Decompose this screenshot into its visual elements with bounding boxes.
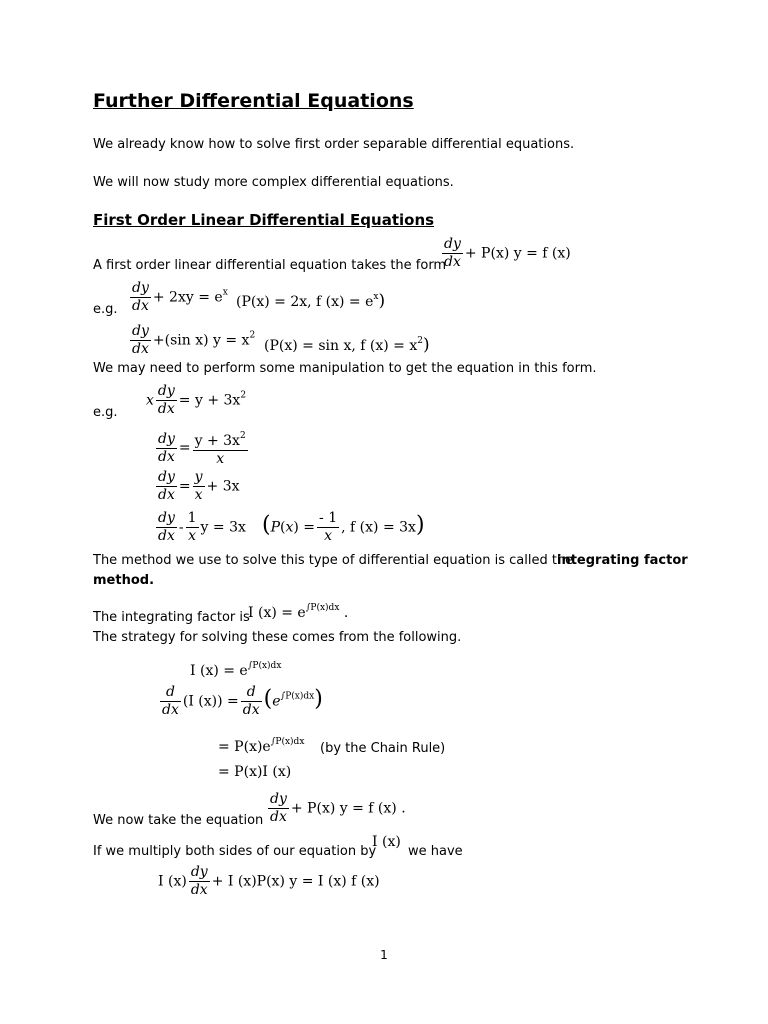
intro-line-1: We already know how to solve first order separable differential equations.: [93, 137, 575, 152]
manip-step-1: x $\frac{dy}{dx}$ = $y + 3x^2$: [146, 383, 247, 417]
manip-step-3: $\frac{dy}{dx}$ = $\frac{y}{x}$ + 3x: [158, 469, 240, 503]
manip-step-4-pf: (P(x) = $\frac{- 1}{x}$ , f (x) = 3x): [262, 510, 425, 544]
example-1-pf: (P(x) = 2x, f $(x) = e^x$): [236, 291, 386, 311]
derivation-deriv: $\frac{d}{dx}$ (I (x)) = $\frac{d}{dx}$ $(e^{\int P(x)dx})$: [162, 684, 323, 718]
take-equation-expr: $\frac{dy}{dx}$ + P(x) y = f (x) .: [270, 791, 406, 825]
manip-step-4: $\frac{dy}{dx}$ - $\frac{1}{x}$ y = 3x: [158, 510, 246, 544]
manip-step-2: $\frac{dy}{dx}$ = $\frac{y + 3x^2}{x}$: [154, 428, 250, 468]
example-1-equation: $\frac{dy}{dx}$ + $2xy = e^x$: [132, 280, 228, 314]
derivation-chain: = $P(x)e^{\int P(x)dx}$: [218, 737, 305, 755]
dy-dx-fraction: $\frac{dy}{dx}$: [444, 236, 461, 270]
example-2-equation: $\frac{dy}{dx}$ +(sin x) $y = x^2$: [132, 323, 256, 357]
if-lead: The integrating factor is: [93, 610, 250, 625]
method-bold-1: integrating factor: [557, 553, 688, 568]
multiply-text: If we multiply both sides of our equation by: [93, 844, 377, 859]
derivation-final: = P(x)I (x): [218, 764, 292, 780]
section-heading: First Order Linear Differential Equations: [93, 211, 435, 229]
standard-form-equation: $\frac{dy}{dx}$ + P(x) y = f (x): [444, 236, 571, 270]
we-have-text: we have: [408, 844, 463, 859]
eg-label-2: e.g.: [93, 405, 118, 420]
derivation-if: I $(x) = e^{\int P(x)dx}$: [190, 661, 282, 679]
method-bold-2: method.: [93, 573, 155, 588]
intro-line-2: We will now study more complex differential equations.: [93, 175, 454, 190]
if-expression: I $(x) = e^{\int P(x)dx}$ .: [248, 603, 349, 621]
method-text: The method we use to solve this type of differential equation is called the: [93, 553, 574, 568]
multiply-ix: I (x): [372, 834, 401, 850]
chain-rule-note: (by the Chain Rule): [320, 741, 446, 756]
take-equation-text: We now take the equation: [93, 813, 264, 828]
manipulation-text: We may need to perform some manipulation to get the equation in this form.: [93, 361, 597, 376]
example-2-pf: (P(x) = sin x, f $(x) = x^2$): [264, 335, 430, 355]
eg-label: e.g.: [93, 302, 118, 317]
multiplied-equation: I (x) $\frac{dy}{dx}$ + I (x)P(x) y = I (x) f (x): [158, 864, 380, 898]
strategy-text: The strategy for solving these comes from the following.: [93, 630, 462, 645]
page-title: Further Differential Equations: [93, 90, 414, 112]
standard-form-lead: A first order linear differential equation takes the form: [93, 258, 447, 273]
page-number: 1: [380, 948, 388, 962]
